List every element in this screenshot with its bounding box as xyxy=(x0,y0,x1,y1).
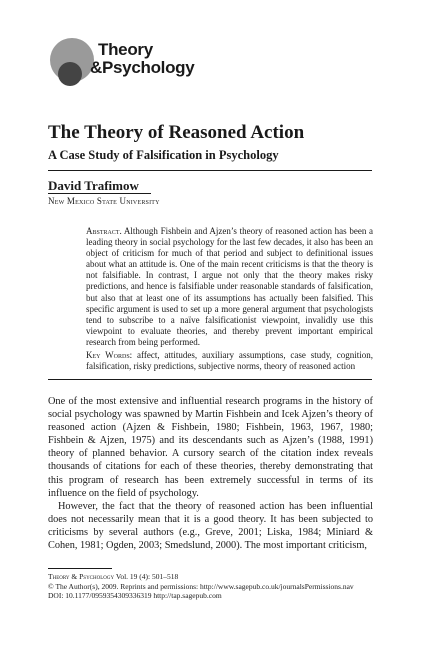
author-name: David Trafimow xyxy=(48,178,139,193)
footer-volume: Vol. 19 (4): 501–518 xyxy=(114,572,179,581)
article-title: The Theory of Reasoned Action xyxy=(48,122,305,143)
abstract xyxy=(86,226,373,348)
footer-citation xyxy=(48,572,388,582)
article-body xyxy=(48,395,373,552)
keywords-label: Key Words: xyxy=(86,350,133,360)
author-underline xyxy=(48,193,151,194)
footer-copyright: © The Author(s), 2009. Reprints and permissions: http://www.sagepub.co.uk/journalsPermissions.nav xyxy=(48,581,354,591)
body-paragraph-1: One of the most extensive and influential research programs in the history of social psychology was spawned by Martin Fishbein and Icek Ajzen’s theory of reasoned action (Ajzen & Fishbein, 1980; Fishbein, 1963, 1967, 1980; Fishbein & Ajzen, 1975) and its descendants such as Ajzen’s (1988, 1991) theory of planned behavior. A cursory search of the citation index reveals thousands of citations for each of these theories, thereby demonstrating that this program of research has been extremely successful in terms of its influence on the field of psychology. xyxy=(48,396,373,499)
abstract-text: Although Fishbein and Ajzen’s theory of reasoned action has been a leading theory in social psychology for the last few decades, it also has been an object of criticism for much of that period and subject to definitional issues about what an attitude is. One of the main recent criticisms is that the theory is not falsifiable. In contrast, I argue not only that the theory makes risky predictions, and hence is falsifiable under reasonable standards of falsification, but also that at least one of its assumptions has actually been falsified. This specific argument is used to set up a more general argument that psychologists tend to subscribe to a naïve falsificationist viewpoint, invalidly use this viewpoint to evaluate theories, and thereby prevent important empirical research from being performed. xyxy=(86,226,373,347)
footer-doi: DOI: 10.1177/0959354309336319 http://tap.sagepub.com xyxy=(48,591,222,600)
footer xyxy=(48,572,388,601)
keywords-text: affect, attitudes, auxiliary assumptions, case study, cognition, falsification, risky predictions, subjective norms, theory of reasoned action xyxy=(86,350,374,372)
footer-divider xyxy=(48,568,112,569)
keywords xyxy=(86,350,373,372)
article-subtitle: A Case Study of Falsification in Psychology xyxy=(48,148,279,162)
abstract-label: Abstract. xyxy=(86,226,122,236)
body-paragraph-2: However, the fact that the theory of reasoned action has been influential does not necessarily mean that it is a good theory. It has been subjected to criticisms by several authors (e.g., Greve, 2001; Liska, 1984; Miniard & Cohen, 1981; Ogden, 2003; Smedslund, 2000). The most important criticism, xyxy=(48,500,373,552)
abstract-divider xyxy=(48,379,372,380)
logo-text-psychology: &Psychology xyxy=(90,58,195,77)
logo-text-theory: Theory xyxy=(98,40,153,59)
footer-journal: Theory & Psychology xyxy=(48,572,115,581)
journal-logo xyxy=(46,36,196,92)
author-affiliation: New Mexico State University xyxy=(48,196,160,206)
title-divider xyxy=(48,170,372,171)
logo-circle-small xyxy=(58,62,82,86)
